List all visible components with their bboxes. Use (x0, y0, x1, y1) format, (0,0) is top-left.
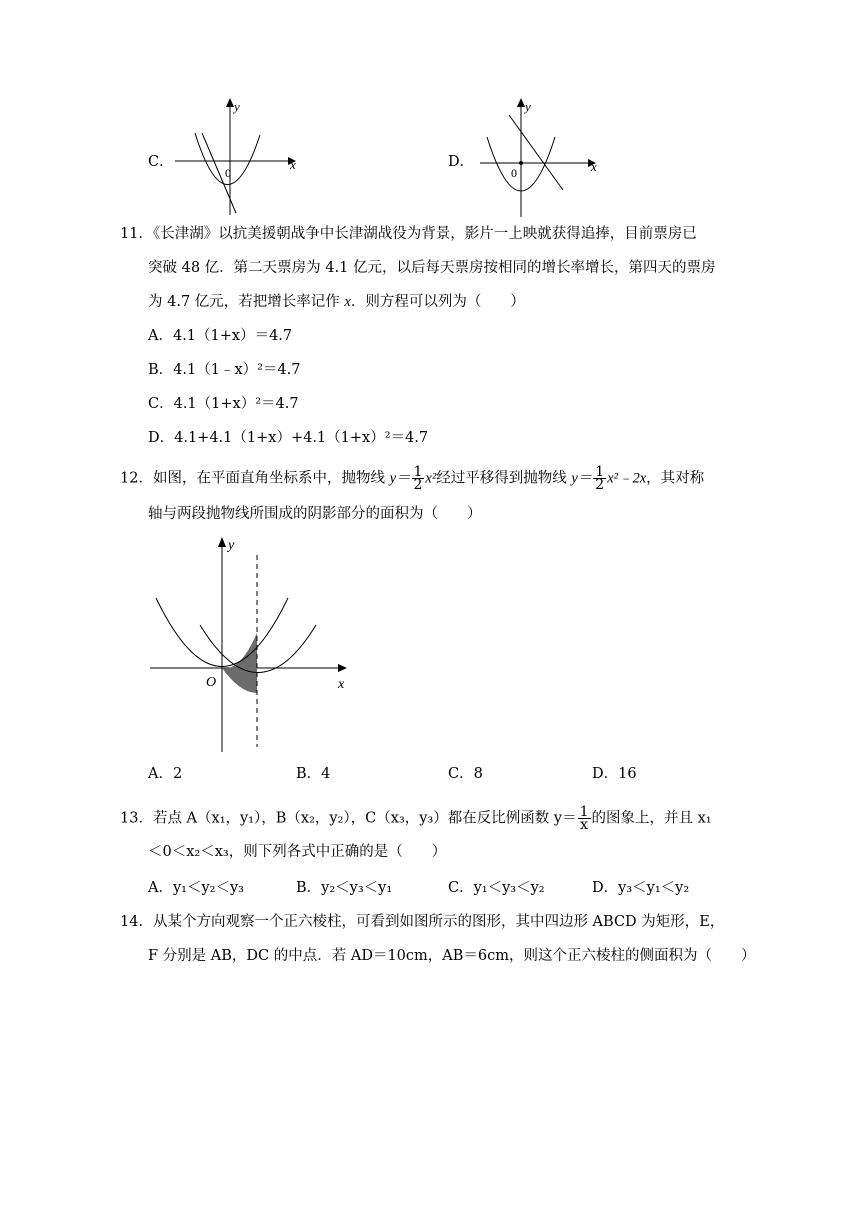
q13-option-d: D．y₃＜y₁＜y₂ (592, 880, 690, 896)
q10-option-c-label: C． (148, 154, 174, 170)
q10c-y-label: y (234, 99, 240, 114)
q11-stem-line2: 突破 48 亿．第二天票房为 4.1 亿元，以后每天票房按相同的增长率增长，第四天的票房 (148, 260, 716, 276)
q14-stem-line2: F 分别是 AB，DC 的中点．若 AD＝10cm，AB＝6cm，则这个正六棱柱的侧面积为（ ） (148, 948, 756, 964)
q10-option-d-label: D． (448, 154, 475, 170)
q11-stem-line3: 为 4.7 亿元，若把增长率记作 x．则方程可以列为（ ） (148, 294, 525, 310)
q13-option-c: C．y₁＜y₃＜y₂ (448, 880, 545, 896)
q12-stem-line1: 12．如图，在平面直角坐标系中，抛物线 y＝ $\frac{1}{2}$ x²经过平移得到抛物线 y＝ $\frac{1}{2}$ x²﹣2x，其对称 (120, 464, 705, 493)
q12-option-a: A．2 (148, 766, 183, 782)
q11-option-a: A．4.1（1+x）＝4.7 (148, 328, 293, 344)
q12-option-b: B．4 (296, 766, 331, 782)
q10d-origin-label: 0 (511, 166, 517, 180)
q11-option-c: C．4.1（1+x）²＝4.7 (148, 396, 299, 412)
q12-fraction-1: $\frac{1}{2}$ (413, 464, 423, 493)
q11-option-b: B．4.1（1﹣x）²＝4.7 (148, 362, 301, 378)
q10d-y-label: y (525, 99, 531, 114)
q10-graph-c (170, 95, 300, 220)
q12-origin-label: O (206, 675, 217, 690)
q14-stem-line1: 14．从某个方向观察一个正六棱柱，可看到如图所示的图形，其中四边形 ABCD 为矩形，E， (120, 914, 725, 930)
q12-y-label: y (228, 538, 235, 553)
q12-option-d: D．16 (592, 766, 637, 782)
q10-graph-d (475, 95, 605, 220)
q12-parabola-figure (148, 535, 358, 755)
q12-fraction-2: $\frac{1}{2}$ (595, 464, 605, 493)
q10d-x-label: x (591, 159, 597, 174)
q12-stem-line2: 轴与两段抛物线所围成的阴影部分的面积为（ ） (148, 506, 482, 522)
q12-shaded-region (222, 633, 257, 693)
q13-fraction: $\frac{1}{x}$ (579, 804, 589, 833)
q11-option-d: D．4.1+4.1（1+x）+4.1（1+x）²＝4.7 (148, 430, 429, 446)
q11-stem-line1: 11．《长津湖》以抗美援朝战争中长津湖战役为背景，影片一上映就获得追捧，目前票房已 (120, 226, 697, 242)
q12-option-c: C．8 (448, 766, 483, 782)
q13-option-a: A．y₁＜y₂＜y₃ (148, 880, 244, 896)
q13-stem-line1: 13．若点 A（x₁，y₁），B（x₂，y₂），C（x₃，y₃）都在反比例函数 y＝ $\frac{1}{x}$ 的图象上，并且 x₁ (120, 804, 712, 833)
q13-option-b: B．y₂＜y₃＜y₁ (296, 880, 393, 896)
q10c-origin-label: 0 (225, 166, 231, 180)
q10c-x-label: x (290, 157, 296, 172)
q12-x-label: x (338, 677, 345, 692)
q13-stem-line2: ＜0＜x₂＜x₃，则下列各式中正确的是（ ） (148, 844, 447, 860)
